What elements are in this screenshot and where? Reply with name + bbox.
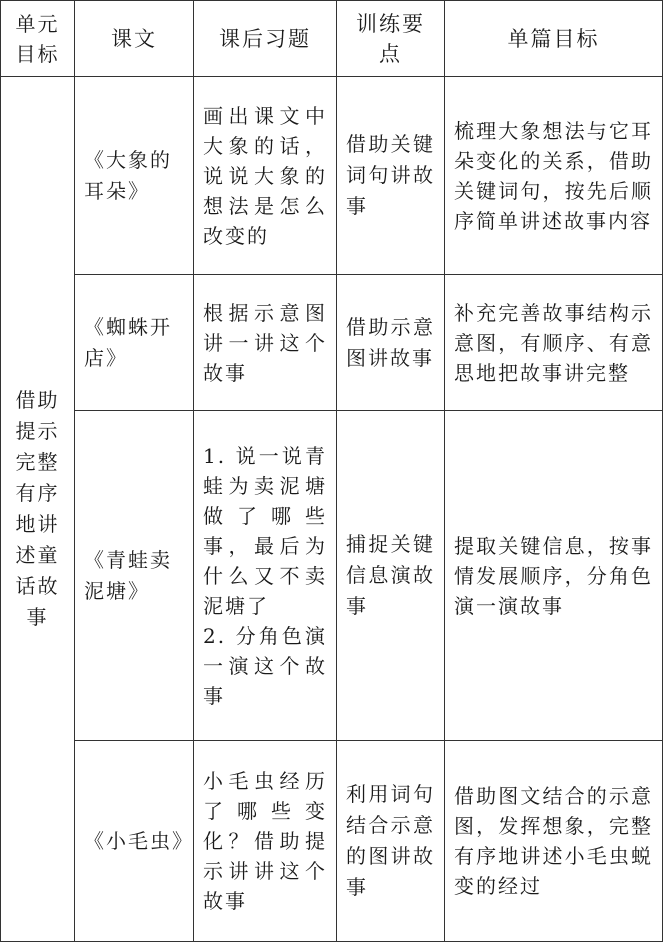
header-lesson: 课文 <box>75 1 194 77</box>
training-point: 捕捉关键信息演故事 <box>337 411 445 741</box>
exercise-text <box>194 275 337 411</box>
exercise-line: 1. 说一说青蛙为卖泥塘做了哪些事，最后为什么又不卖泥塘了 <box>203 443 327 618</box>
header-training-point: 训练要点 <box>337 1 445 77</box>
lesson-title: 《蜘蛛开店》 <box>75 275 194 411</box>
lesson-goal: 借助图文结合的示意图，发挥想象，完整有序地讲述小毛虫蜕变的经过 <box>445 741 663 942</box>
header-row <box>1 1 663 77</box>
exercise-text <box>194 77 337 275</box>
lesson-title: 《小毛虫》 <box>75 741 194 942</box>
exercise-line: 画出课文中大象的话，说说大象的想法是怎么改变的 <box>203 103 327 248</box>
table-row <box>1 275 663 411</box>
training-point: 利用词句结合示意的图讲故事 <box>337 741 445 942</box>
lesson-goal: 梳理大象想法与它耳朵变化的关系，借助关键词句，按先后顺序简单讲述故事内容 <box>445 77 663 275</box>
lesson-goal: 补充完善故事结构示意图，有顺序、有意思地把故事讲完整 <box>445 275 663 411</box>
exercise-text <box>194 741 337 942</box>
header-exercise: 课后习题 <box>194 1 337 77</box>
exercise-line: 根据示意图讲一讲这个故事 <box>203 300 327 385</box>
header-lesson-goal: 单篇目标 <box>445 1 663 77</box>
table-row <box>1 77 663 275</box>
header-unit-goal: 单元目标 <box>1 1 75 77</box>
exercise-line: 小毛虫经历了哪些变化？借助提示讲讲这个故事 <box>203 769 327 913</box>
lesson-title: 《青蛙卖泥塘》 <box>75 411 194 741</box>
unit-goal-cell: 借助提示完整有序地讲述童话故事 <box>1 77 75 942</box>
table-row <box>1 741 663 942</box>
table-row <box>1 411 663 741</box>
lesson-title: 《大象的耳朵》 <box>75 77 194 275</box>
training-point: 借助关键词句讲故事 <box>337 77 445 275</box>
training-point: 借助示意图讲故事 <box>337 275 445 411</box>
exercise-line: 2. 分角色演一演这个故事 <box>203 623 327 708</box>
exercise-text <box>194 411 337 741</box>
lesson-goal: 提取关键信息，按事情发展顺序，分角色演一演故事 <box>445 411 663 741</box>
